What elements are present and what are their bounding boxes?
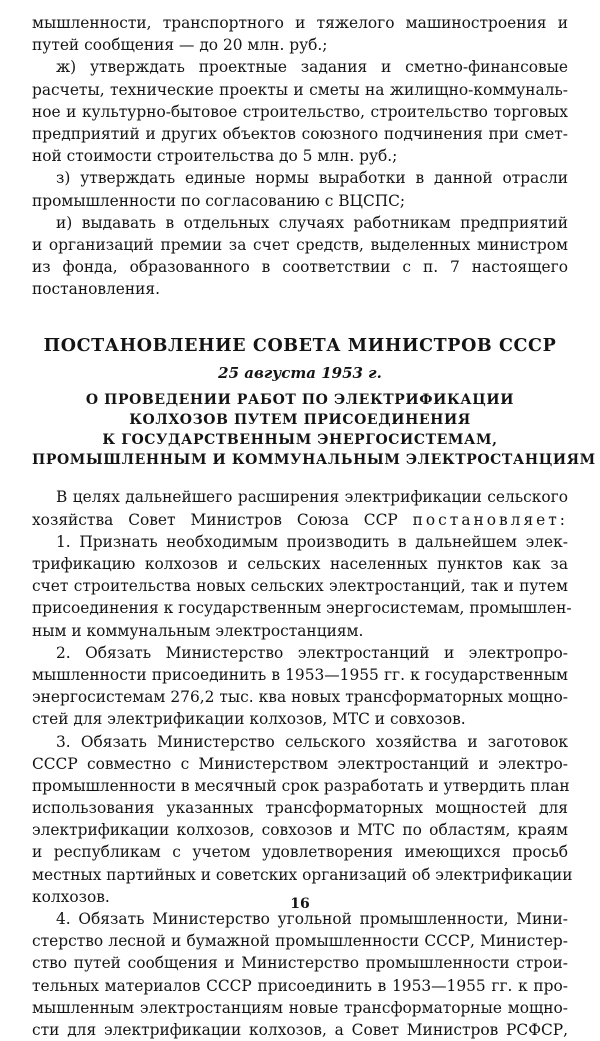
- decree-subtitle-line: К ГОСУДАРСТВЕННЫМ ЭНЕРГОСИСТЕМАМ,: [102, 432, 498, 449]
- text-line: сти для электрификации колхозов, а Совет Министров РСФСР,: [32, 1020, 568, 1039]
- preamble-text: хозяйства Совет Министров Союза ССР: [32, 510, 398, 529]
- decree-subtitle-line: ПРОМЫШЛЕННЫМ И КОММУНАЛЬНЫМ ЭЛЕКТРОСТАНЦИЯМ: [32, 452, 596, 469]
- text-line: предприятий и других объектов союзного подчинения при смет-: [32, 124, 568, 143]
- text-line: з) утверждать единые нормы выработки в данной отрасли: [56, 169, 568, 188]
- continuation-text: [32, 12, 568, 300]
- text-line: ство путей сообщения и Министерство промышленности строи-: [32, 954, 568, 973]
- text-line: 1. Признать необходимым производить в дальнейшем элек-: [56, 532, 568, 551]
- decree-subtitle-line: О ПРОВЕДЕНИИ РАБОТ ПО ЭЛЕКТРИФИКАЦИИ: [85, 392, 515, 409]
- text-line: промышленности по согласованию с ВЦСПС;: [32, 191, 406, 210]
- preamble-line: В целях дальнейшего расширения электрификации сельского: [56, 488, 568, 507]
- text-line: мышленности присоединить в 1953—1955 гг. к государственным: [32, 665, 568, 684]
- text-line: мышленным электростанциям новые трансформаторные мощно-: [32, 998, 568, 1017]
- decree-body: [32, 486, 573, 1041]
- text-line: присоединения к государственным энергосистемам, промышлен-: [32, 599, 572, 618]
- text-line: стерство лесной и бумажной промышленности СССР, Министер-: [32, 932, 568, 951]
- decree-subtitle-line: КОЛХОЗОВ ПУТЕМ ПРИСОЕДИНЕНИЯ: [129, 412, 471, 429]
- text-line: использования указанных трансформаторных мощностей для: [32, 799, 568, 818]
- text-line: тельных материалов СССР присоединить в 1953—1955 гг. к про-: [32, 976, 568, 995]
- text-line: 2. Обязать Министерство электростанций и электропро-: [56, 643, 568, 662]
- page-number: 16: [290, 896, 310, 912]
- text-line: промышленности в месячный срок разработать и утвердить план: [32, 776, 570, 795]
- preamble-keyword: постановляет:: [412, 510, 568, 529]
- text-line: энергосистемам 276,2 тыс. ква новых трансформаторных мощно-: [32, 688, 568, 707]
- text-line: путей сообщения — до 20 млн. руб.;: [32, 36, 328, 55]
- text-line: мышленности, транспортного и тяжелого машиностроения и: [32, 14, 568, 32]
- preamble-line: [32, 509, 568, 531]
- document-page: [32, 12, 596, 1041]
- text-line: трификацию колхозов и сельских населенных пунктов как за: [32, 555, 568, 573]
- text-line: расчеты, технические проекты и сметы на жилищно-коммуналь-: [32, 80, 568, 99]
- text-line: 3. Обязать Министерство сельского хозяйства и заготовок: [56, 732, 568, 751]
- text-line: электрификации колхозов, совхозов и МТС по областям, краям: [32, 821, 568, 840]
- text-line: стей для электрификации колхозов, МТС и совхозов.: [32, 710, 466, 729]
- text-line: СССР совместно с Министерством электростанций и электро-: [32, 754, 568, 773]
- text-line: и) выдавать в отдельных случаях работникам предприятий: [56, 213, 568, 232]
- text-line: и республикам с учетом удовлетворения имеющихся просьб: [32, 843, 568, 862]
- text-line: ной стоимости строительства до 5 млн. руб.;: [32, 147, 398, 166]
- text-line: из фонда, образованного в соответствии с п. 7 настоящего: [32, 258, 568, 277]
- text-line: 4. Обязать Министерство угольной промышленности, Мини-: [56, 910, 568, 928]
- decree-heading: [32, 334, 596, 470]
- decree-date: 25 августа 1953 г.: [218, 364, 382, 383]
- text-line: постановления.: [32, 280, 161, 299]
- text-line: колхозов.: [32, 887, 110, 906]
- text-line: ное и культурно-бытовое строительство, строительство торговых: [32, 102, 568, 121]
- text-line: ж) утверждать проектные задания и сметно-финансовые: [56, 58, 568, 77]
- text-line: ным и коммунальным электростанциям.: [32, 621, 364, 640]
- text-line: и организаций премии за счет средств, выделенных министром: [32, 235, 568, 254]
- text-line: счет строительства новых сельских электростанций, так и путем: [32, 577, 568, 596]
- text-line: местных партийных и советских организаций об электрификации: [32, 865, 573, 884]
- decree-title: ПОСТАНОВЛЕНИЕ СОВЕТА МИНИСТРОВ СССР: [43, 336, 557, 357]
